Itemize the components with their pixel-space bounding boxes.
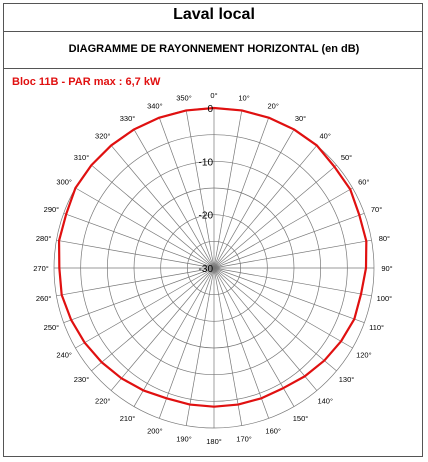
angle-label: 300° [56, 177, 72, 187]
angle-label: 180° [206, 437, 222, 446]
radial-tick-label: 0 [207, 104, 213, 115]
angle-label: 260° [35, 294, 52, 304]
angle-label: 250° [43, 323, 60, 333]
page-title: Laval local [173, 6, 255, 23]
angle-label: 130° [338, 375, 355, 385]
angle-label: 200° [147, 426, 163, 436]
angle-label: 100° [376, 294, 393, 304]
radial-tick-label: -20 [198, 210, 213, 222]
angle-label: 170° [236, 434, 252, 444]
angle-label: 280° [35, 233, 52, 243]
angle-label: 210° [119, 413, 136, 423]
angle-label: 110° [369, 323, 385, 333]
radial-labels [199, 104, 214, 275]
radial-tick-label: -30 [198, 264, 213, 275]
angle-label: 340° [147, 101, 163, 111]
angle-label: 0° [210, 91, 218, 100]
chart-subtitle: DIAGRAMME DE RAYONNEMENT HORIZONTAL (en dB) [68, 43, 360, 55]
angle-label: 350° [176, 93, 192, 103]
radial-tick-label: -10 [198, 157, 213, 169]
angle-label: 50° [340, 152, 353, 162]
angle-label: 10° [238, 93, 250, 103]
angle-label: 330° [119, 114, 136, 124]
angle-label: 160° [265, 426, 281, 436]
angle-label: 240° [56, 350, 72, 360]
angle-label: 70° [370, 204, 383, 214]
angle-label: 320° [95, 131, 111, 141]
angle-label: 90° [381, 264, 393, 273]
angle-label: 150° [292, 413, 309, 423]
angle-label: 220° [95, 396, 111, 406]
angle-label: 30° [294, 114, 307, 124]
angle-label: 290° [43, 204, 60, 214]
angle-label: 310° [73, 152, 90, 162]
angle-label: 120° [356, 350, 372, 360]
angle-label: 230° [73, 375, 90, 385]
angle-label: 20° [267, 101, 279, 111]
angle-label: 80° [378, 233, 391, 243]
angle-label: 270° [33, 264, 49, 273]
angle-label: 40° [319, 131, 331, 141]
angle-label: 60° [358, 177, 370, 187]
angle-label: 140° [317, 396, 333, 406]
bloc-label: Bloc 11B - PAR max : 6,7 kW [12, 76, 161, 88]
angle-label: 190° [176, 434, 192, 444]
